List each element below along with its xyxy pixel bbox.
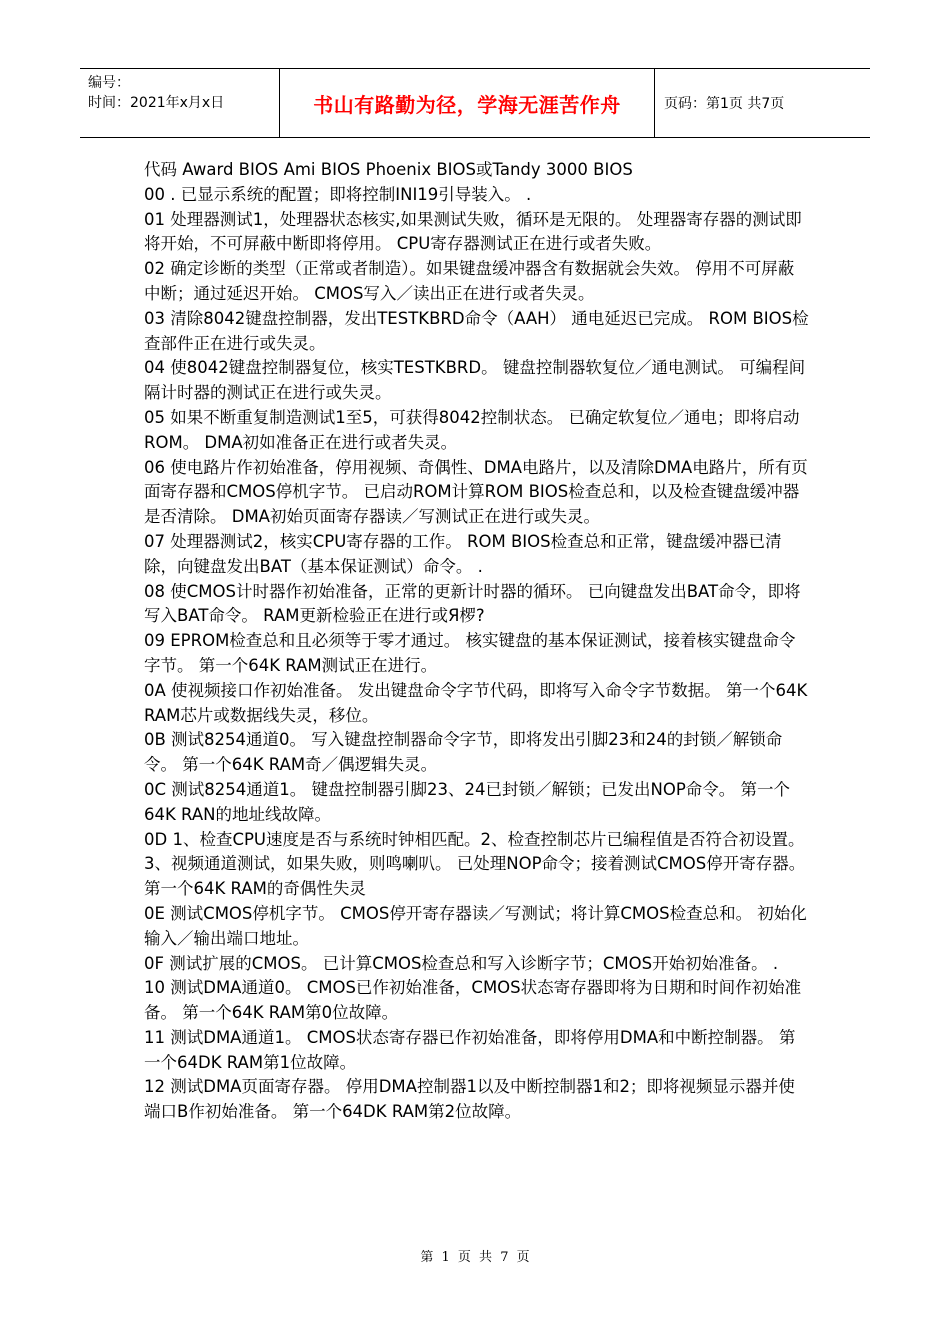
paragraph: 08 使CMOS计时器作初始准备，正常的更新计时器的循环。 已向键盘发出BAT命令，即将写入BAT命令。 RAM更新检验正在进行或Я椤? xyxy=(144,581,801,626)
paragraph: 代码 Award BIOS Ami BIOS Phoenix BIOS或Tandy 3000 BIOS xyxy=(144,160,633,179)
paragraph: 0B 测试8254通道0。 写入键盘控制器命令字节，即将发出引脚23和24的封锁／解锁命令。 第一个64K RAM奇／偶逻辑失灵。 xyxy=(144,730,783,775)
paragraph: 00 . 已显示系统的配置；即将控制INI19引导装入。 . xyxy=(144,184,532,204)
header-meta xyxy=(88,73,278,113)
paragraph: 05 如果不断重复制造测试1至5，可获得8042控制状态。 已确定软复位／通电；即将启动ROM。 DMA初如准备正在进行或者失灵。 xyxy=(144,407,800,452)
paragraph: 03 清除8042键盘控制器，发出TESTKBRD命令（AAH） 通电延迟已完成。 ROM BIOS检查部件正在进行或失灵。 xyxy=(144,308,809,353)
paragraph: 09 EPROM检查总和且必须等于零才通过。 核实键盘的基本保证测试，接着核实键盘命令字节。 第一个64K RAM测试正在进行。 xyxy=(144,631,796,675)
header-divider-right xyxy=(654,69,655,137)
paragraph: 02 确定诊断的类型（正常或者制造）。如果键盘缓冲器含有数据就会失效。 停用不可屏蔽中断；通过延迟开始。 CMOS写入／读出正在进行或者失灵。 xyxy=(144,259,795,303)
page-header xyxy=(80,68,870,138)
paragraph: 0C 测试8254通道1。 键盘控制器引脚23、24已封锁／解锁；已发出NOP命令。 第一个64K RAN的地址线故障。 xyxy=(144,779,791,824)
page-footer: 第 1 页 共 7 页 xyxy=(420,1250,530,1265)
paragraph: 0F 测试扩展的CMOS。 已计算CMOS检查总和写入诊断字节；CMOS开始初始准备。 . xyxy=(144,953,779,973)
paragraph: 06 使电路片作初始准备，停用视频、奇偶性、DMA电路片，以及清除DMA电路片，所有页面寄存器和CMOS停机字节。 已启动ROM计算ROM BIOS检查总和，以及检查键盘缓冲器是否清除。 DMA初始页面寄存器读／写测试正在进行或失灵。 xyxy=(144,457,808,527)
paragraph: 07 处理器测试2，核实CPU寄存器的工作。 ROM BIOS检查总和正常，键盘缓冲器已清除，向键盘发出BAT（基本保证测试）命令。 . xyxy=(144,531,782,576)
header-motto: 书山有路勤为径，学海无涯苦作舟 xyxy=(313,92,621,117)
paragraph: 12 测试DMA页面寄存器。 停用DMA控制器1以及中断控制器1和2；即将视频显示器并使端口B作初始准备。 第一个64DK RAM第2位故障。 xyxy=(144,1077,795,1122)
paragraph: 01 处理器测试1，处理器状态核实,如果测试失败，循环是无限的。 处理器寄存器的测试即将开始，不可屏蔽中断即将停用。 CPU寄存器测试正在进行或者失败。 xyxy=(144,209,802,254)
header-page-info: 页码：第1页 共7页 xyxy=(664,96,785,112)
paragraph: 0E 测试CMOS停机字节。 CMOS停开寄存器读／写测试；将计算CMOS检查总和。 初始化输入／输出端口地址。 xyxy=(144,903,807,948)
paragraph: 0A 使视频接口作初始准备。 发出键盘命令字节代码，即将写入命令字节数据。 第一个64K RAM芯片或数据线失灵，移位。 xyxy=(144,680,808,725)
paragraph: 0D 1、检查CPU速度是否与系统时钟相匹配。2、检查控制芯片已编程值是否符合初设置。3、视频通道测试，如果失败，则鸣喇叭。 已处理NOP命令；接着测试CMOS停开寄存器。 第一个64K RAM的奇偶性失灵 xyxy=(144,829,806,899)
document-body xyxy=(144,158,810,1125)
date-line: 时间：2021年x月x日 xyxy=(88,95,225,111)
paragraph: 04 使8042键盘控制器复位，核实TESTKBRD。 键盘控制器软复位／通电测试。 可编程间隔计时器的测试正在进行或失灵。 xyxy=(144,358,806,403)
paragraph: 11 测试DMA通道1。 CMOS状态寄存器已作初始准备，即将停用DMA和中断控制器。 第一个64DK RAM第1位故障。 xyxy=(144,1027,796,1072)
number-label: 编号： xyxy=(88,75,130,91)
paragraph: 10 测试DMA通道0。 CMOS已作初始准备，CMOS状态寄存器即将为日期和时间作初始准备。 第一个64K RAM第0位故障。 xyxy=(144,978,802,1023)
